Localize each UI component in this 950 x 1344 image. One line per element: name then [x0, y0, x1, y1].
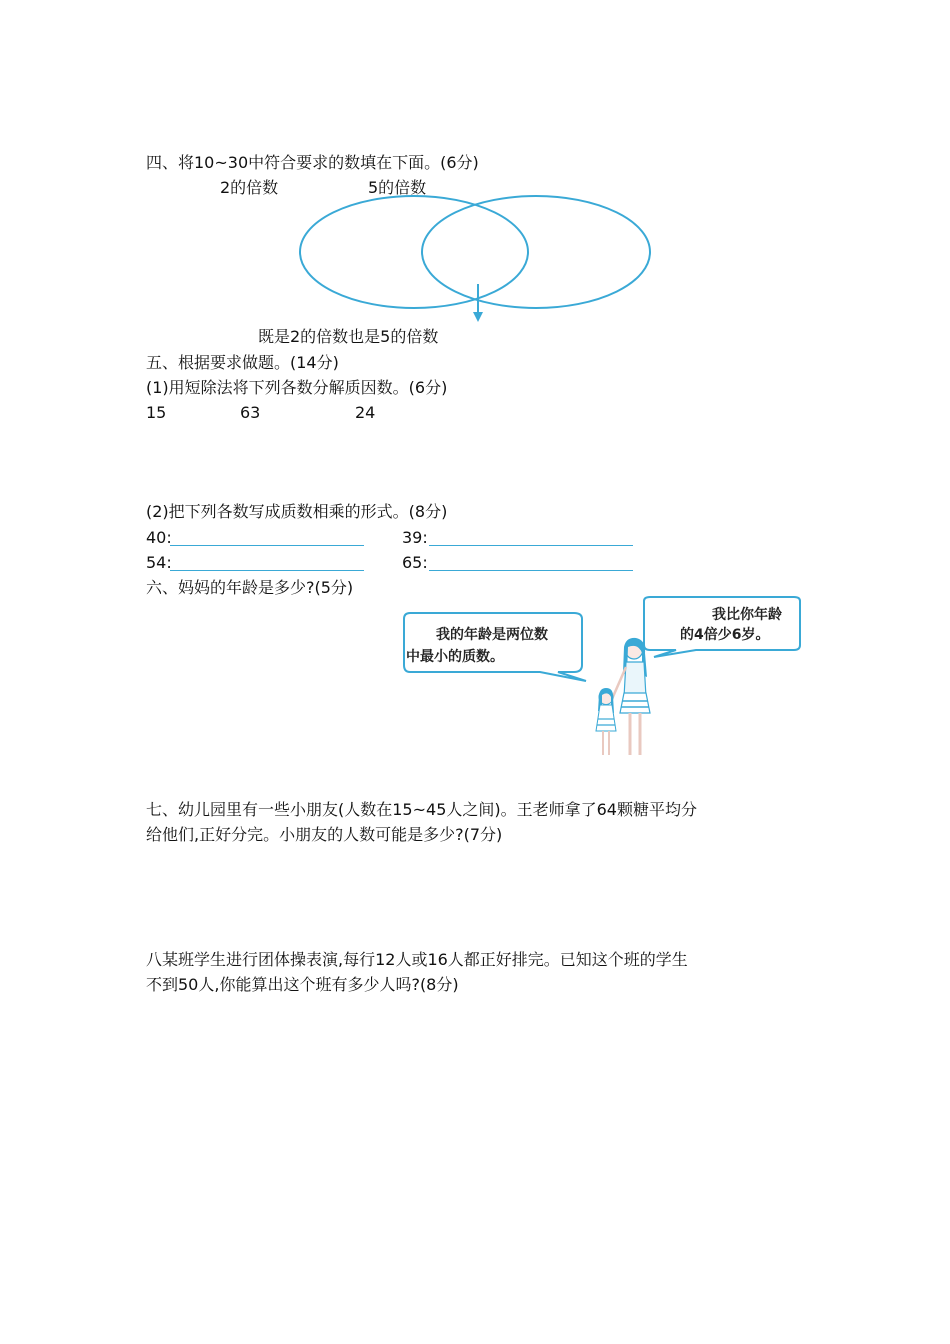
q5-number-15: 15	[146, 403, 167, 422]
daughter-dress	[596, 705, 616, 731]
q6-title: 六、妈妈的年龄是多少?(5分)	[146, 578, 354, 597]
answer-blank-65[interactable]	[429, 570, 633, 571]
mother-skirt	[620, 693, 650, 713]
q4-title: 四、将10~30中符合要求的数填在下面。(6分)	[146, 153, 479, 172]
q5-item-54: 54:	[146, 553, 172, 572]
q5-item-65: 65:	[402, 553, 428, 572]
venn-label-intersection: 既是2的倍数也是5的倍数	[258, 327, 439, 346]
venn-label-multiples-of-5: 5的倍数	[368, 178, 427, 197]
q5-item-39: 39:	[402, 528, 428, 547]
q5-item-40: 40:	[146, 528, 172, 547]
venn-arrow-head	[473, 312, 483, 322]
mother-and-daughter-illustration	[590, 635, 670, 765]
q5-part1-title: (1)用短除法将下列各数分解质因数。(6分)	[146, 378, 448, 397]
bubble-right-line1: 我比你年龄	[712, 607, 782, 623]
venn-diagram	[290, 190, 670, 330]
venn-circle-left	[300, 196, 528, 308]
q5-number-24: 24	[355, 403, 376, 422]
q5-part2-title: (2)把下列各数写成质数相乘的形式。(8分)	[146, 502, 448, 521]
answer-blank-39[interactable]	[429, 545, 633, 546]
answer-blank-54[interactable]	[170, 570, 364, 571]
answer-blank-40[interactable]	[170, 545, 364, 546]
bubble-left-line2: 中最小的质数。	[406, 649, 504, 665]
bubble-right-line2: 的4倍少6岁。	[680, 627, 770, 643]
mother-top	[624, 662, 646, 697]
venn-circle-right	[422, 196, 650, 308]
q8-line1: 八某班学生进行团体操表演,每行12人或16人都正好排完。已知这个班的学生	[146, 950, 688, 969]
q5-title: 五、根据要求做题。(14分)	[146, 353, 339, 372]
q7-line2: 给他们,正好分完。小朋友的人数可能是多少?(7分)	[146, 825, 503, 844]
q7-line1: 七、幼儿园里有一些小朋友(人数在15~45人之间)。王老师拿了64颗糖平均分	[146, 800, 697, 819]
venn-label-multiples-of-2: 2的倍数	[220, 178, 279, 197]
bubble-left-line1: 我的年龄是两位数	[436, 627, 548, 643]
q8-line2: 不到50人,你能算出这个班有多少人吗?(8分)	[146, 975, 459, 994]
q5-number-63: 63	[240, 403, 261, 422]
